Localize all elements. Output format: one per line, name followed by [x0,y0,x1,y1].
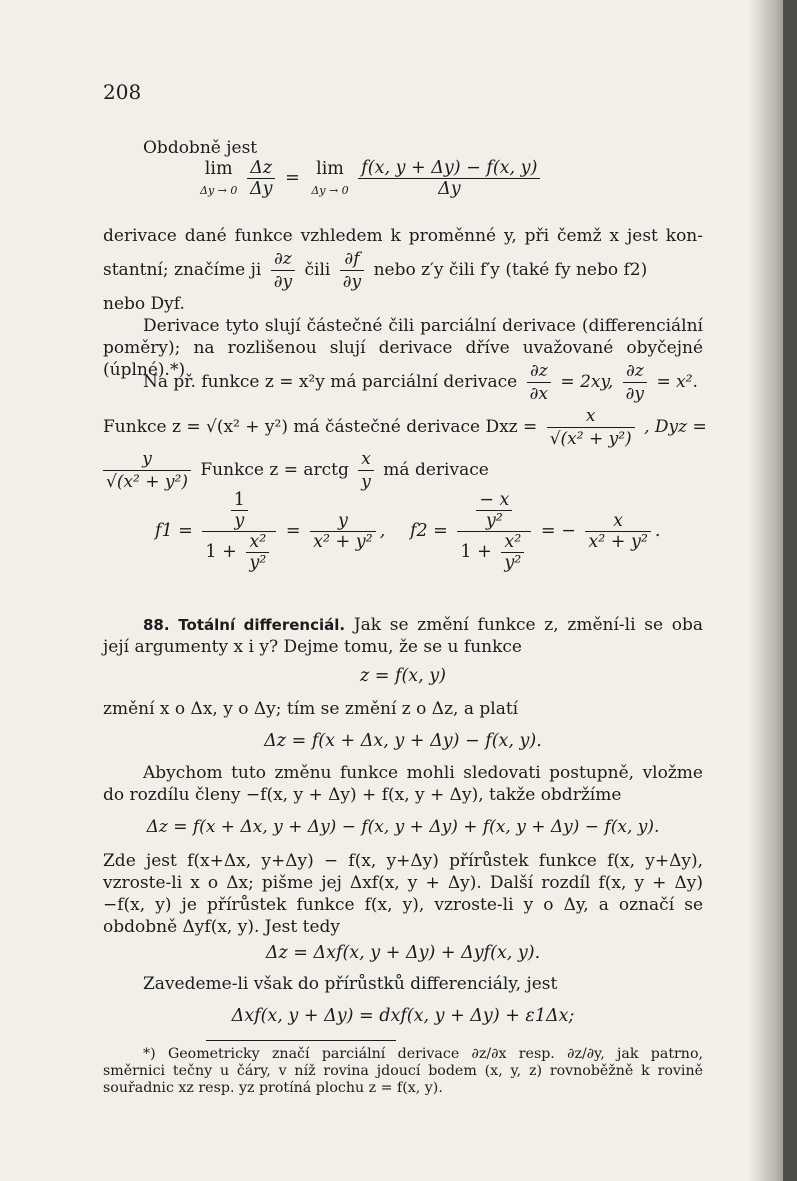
numerator: x [547,405,635,428]
text-fragment: čili [304,260,331,280]
equation: z = f(x, y) [359,666,447,686]
denominator: ∂y [342,272,362,292]
fraction [358,158,540,199]
section-title: Totální differenciál. [178,616,346,634]
fraction [547,405,635,450]
numerator: x [585,511,651,532]
text-line: Abychom tuto změnu funkce mohli sledovati postupně, vložme [143,763,703,783]
fraction [501,532,524,573]
equals: = [285,521,301,541]
fraction [358,448,374,493]
f1-equation [155,490,415,573]
numerator: ∂z [271,248,295,271]
text-line: derivace dané funkce vzhledem k proměnné y, při čemž x jest kon- [103,226,703,246]
numerator: y [103,448,191,471]
text-line: změní x o Δx, y o Δy; tím se změní z o Δz, a platí [103,699,519,719]
footnote-line: *) Geometricky značí parciální derivace ∂z/∂x resp. ∂z/∂y, jak patrno, [143,1046,703,1062]
text-line: nebo Dyf. [103,294,185,314]
equals: = [285,168,300,188]
fraction [585,511,651,552]
text-line: Zavedeme-li však do přírůstků differenciály, jest [143,974,558,994]
fraction [527,360,551,405]
text-fragment: Funkce z = arctg [200,460,349,480]
text-fragment: 1 + [460,542,492,562]
text-line: obdobně Δyf(x, y). Jest tedy [103,917,340,937]
text-fragment: = x². [656,372,698,392]
text-fragment: 1 + [205,542,237,562]
numerator: x² [501,532,524,553]
text-fragment: = − [540,521,576,541]
text-line: −f(x, y) je přírůstek funkce f(x, y), vzroste-li y o Δy, a označí se [103,895,703,915]
denominator: Δy [438,179,461,199]
denominator: y² [249,553,267,573]
fraction [246,532,269,573]
section-heading-line [103,614,703,636]
text-line [103,448,703,493]
text-line [103,248,703,293]
denominator: ∂y [273,272,293,292]
numerator: 1 [231,490,248,511]
numerator: ∂z [527,360,551,383]
denominator: √(x² + y²) [106,472,188,492]
lim-subscript: Δy → 0 [200,183,238,197]
fraction [340,248,364,293]
lim-word: lim [316,158,344,179]
text-fragment: , [379,521,386,541]
fraction [247,158,276,199]
f2-equation [410,490,690,573]
text-line: Zde jest f(x+Δx, y+Δy) − f(x, y+Δy) přírůstek funkce f(x, y+Δy), [103,851,703,871]
text-line: její argumenty x i y? Dejme tomu, že se u funkce [103,637,522,657]
compound-fraction [457,490,531,573]
text-fragment: Jak se změní funkce z, změní-li se oba [353,615,703,635]
numerator: Δz [247,158,276,179]
text-line: Obdobně jest [143,138,258,158]
denominator [202,532,276,573]
numerator: f(x, y + Δy) − f(x, y) [358,158,540,179]
text-line: poměry); na rozlišenou slují derivace dříve uvažované obyčejné (úplné).*) [103,338,703,380]
equation: Δz = Δxf(x, y + Δy) + Δyf(x, y). [265,943,541,963]
denominator: x² + y² [588,532,648,552]
text-line: vzroste-li x o Δx; pišme jej Δxf(x, y + Δy). Další rozdíl f(x, y + Δy) [103,873,703,893]
text-fragment: f2 = [410,521,448,541]
page-number: 208 [103,80,142,104]
equation: Δz = f(x + Δx, y + Δy) − f(x, y). [264,731,542,751]
text-fragment: Na př. funkce z = x²y má parciální derivace [143,372,518,392]
numerator [202,490,276,532]
denominator: y [234,511,245,531]
numerator [457,490,531,532]
fraction [476,490,512,531]
fraction [310,511,376,552]
numerator: x [358,448,374,471]
denominator: y² [504,553,522,573]
denominator: y [361,472,371,492]
page-binding-edge [783,0,797,1181]
equation: Δz = f(x + Δx, y + Δy) − f(x, y + Δy) + f(x, y + Δy) − f(x, y). [146,817,660,837]
fraction [231,490,248,531]
text-line: Derivace tyto slují částečné čili parciální derivace (differenciální [143,316,703,336]
denominator: Δy [249,179,273,199]
denominator: x² + y² [313,532,373,552]
text-line: do rozdílu členy −f(x, y + Δy) + f(x, y + Δy), takže obdržíme [103,785,622,805]
denominator [457,532,531,573]
text-fragment: , Dyz = [644,417,707,437]
text-fragment: Funkce z = √(x² + y²) má částečné derivace Dxz = [103,417,538,437]
numerator: ∂f [340,248,364,271]
denominator: y² [485,511,503,531]
numerator: y [310,511,376,532]
fraction [103,448,191,493]
text-line [103,405,707,450]
numerator: − x [476,490,512,511]
text-fragment: nebo z′y čili f′y (také fy nebo f2) [373,260,648,280]
text-fragment: . [654,521,661,541]
text-fragment: = 2xy, [560,372,614,392]
text-fragment: má derivace [383,460,489,480]
limit-equation [200,158,620,199]
lim-word: lim [204,158,233,179]
footnote-rule [206,1040,396,1041]
footnote-line: směrnici tečny u čáry, v níž rovina jdoucí bodem (x, y, z) rovnoběžně k rovině [103,1063,703,1079]
fraction [623,360,647,405]
text-fragment: f1 = [155,521,193,541]
denominator: ∂y [625,384,645,404]
denominator: ∂x [529,384,549,404]
numerator: ∂z [623,360,647,383]
lim-subscript: Δy → 0 [311,183,349,197]
numerator: x² [246,532,269,553]
footnote-line: souřadnic xz resp. yz protíná plochu z = f(x, y). [103,1080,443,1096]
equation: Δxf(x, y + Δy) = dxf(x, y + Δy) + ε1Δx; [231,1006,575,1026]
text-fragment: stantní; značíme ji [103,260,262,280]
fraction [271,248,295,293]
section-number: 88. [143,616,170,634]
text-line [103,360,703,405]
denominator: √(x² + y²) [549,429,632,449]
compound-fraction [202,490,276,573]
